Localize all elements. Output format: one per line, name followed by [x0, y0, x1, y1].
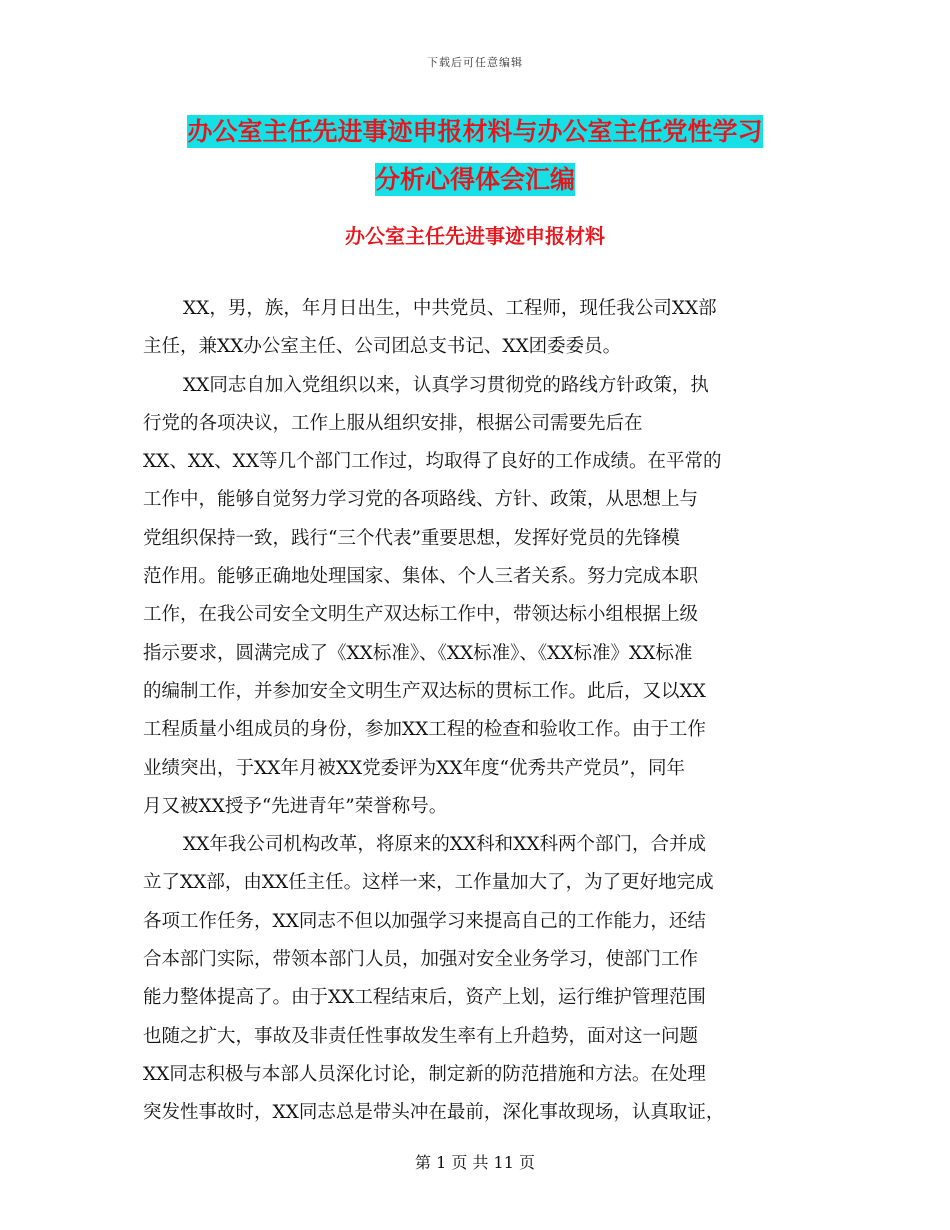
body-text: [143, 290, 813, 1133]
text-line: 主任，兼XX办公室主任、公司团总支书记、XX团委委员。: [143, 336, 622, 358]
title-line-2: 分析心得体会汇编: [374, 165, 575, 194]
text-line: 工作，在我公司安全文明生产双达标工作中，带领达标小组根据上级: [143, 604, 699, 626]
text-line: 业绩突出，于XX年月被XX党委评为XX年度“优秀共产党员”，同年: [143, 757, 685, 779]
text-line: 党组织保持一致，践行“三个代表”重要思想，发挥好党员的先锋模: [143, 527, 680, 549]
text-line: 月又被XX授予“先进青年”荣誉称号。: [143, 795, 448, 817]
text-line: XX，男，族，年月日出生，中共党员、工程师，现任我公司XX部: [183, 298, 717, 319]
text-line: 指示要求，圆满完成了《XX标准》、《XX标准》、《XX标准》XX标准: [143, 642, 693, 664]
text-line: 各项工作任务，XX同志不但以加强学习来提高自己的工作能力，还结: [143, 910, 706, 932]
text-line: 立了XX部，由XX任主任。这样一来，工作量加大了，为了更好地完成: [143, 872, 714, 894]
text-line: 合本部门实际，带领本部门人员，加强对安全业务学习，使部门工作: [143, 949, 699, 971]
text-line: 能力整体提高了。由于XX工程结束后，资产上划，运行维护管理范围: [143, 987, 706, 1009]
text-line: XX年我公司机构改革，将原来的XX科和XX科两个部门，合并成: [183, 834, 707, 856]
text-line: 行党的各项决议，工作上服从组织安排，根据公司需要先后在: [143, 412, 643, 434]
section-title: 办公室主任先进事迹申报材料: [345, 224, 605, 248]
document-title: [100, 108, 850, 204]
page-footer: 第 1 页 共 11 页: [415, 1153, 535, 1172]
text-line: 的编制工作，并参加安全文明生产双达标的贯标工作。此后，又以XX: [143, 680, 706, 702]
text-line: 工程质量小组成员的身份，参加XX工程的检查和验收工作。由于工作: [143, 719, 706, 741]
text-line: XX、XX、XX等几个部门工作过，均取得了良好的工作成绩。在平常的: [143, 451, 722, 473]
text-line: 工作中，能够自觉努力学习党的各项路线、方针、政策，从思想上与: [143, 489, 699, 511]
text-line: XX同志积极与本部人员深化讨论，制定新的防范措施和方法。在处理: [143, 1063, 706, 1085]
text-line: XX同志自加入党组织以来，认真学习贯彻党的路线方针政策，执: [183, 374, 709, 396]
text-line: 范作用。能够正确地处理国家、集体、个人三者关系。努力完成本职: [143, 566, 699, 588]
text-line: 突发性事故时，XX同志总是带头冲在最前，深化事故现场，认真取证，: [143, 1102, 725, 1124]
header-note: 下载后可任意编辑: [427, 56, 523, 69]
title-line-1: 办公室主任先进事迹申报材料与办公室主任党性学习: [187, 117, 763, 146]
text-line: 也随之扩大，事故及非责任性事故发生率有上升趋势，面对这一问题: [143, 1025, 699, 1047]
